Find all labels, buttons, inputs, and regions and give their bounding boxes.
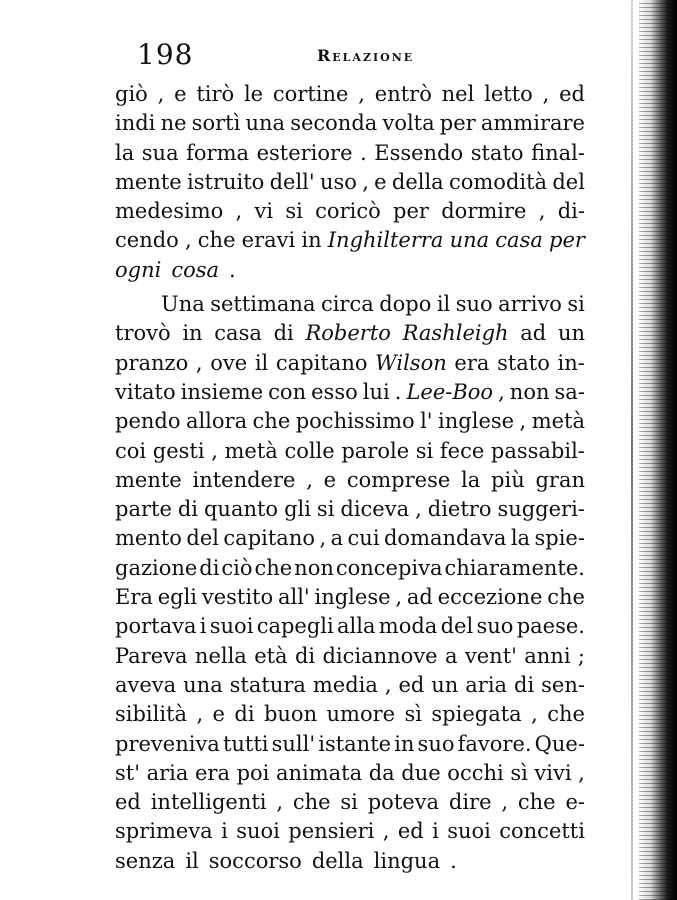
word: , [519,409,527,434]
word: sa- [554,379,585,404]
text-line [115,437,585,466]
word: coi [115,438,147,463]
word: ed [398,672,425,697]
word: senza [115,848,176,873]
word: , [157,82,165,106]
word: ne [160,111,187,136]
word: la [115,140,135,165]
word: stato [470,140,524,165]
word: giò [115,82,148,106]
word: Pareva [115,643,188,668]
page-header [137,38,592,72]
text-line [115,80,585,109]
word: di [177,497,199,522]
word: del [440,614,474,639]
word: esteriore [256,140,353,165]
word: e- [565,790,585,815]
word: , [362,169,369,194]
word: dell' [269,169,315,194]
word: a [444,643,458,668]
word: con [268,379,307,404]
word: medesimo [115,199,224,224]
word: vivi [534,760,572,785]
word: portava [115,614,197,639]
text-line [115,730,585,759]
word: si [415,438,434,463]
word: una [449,228,490,253]
text-line [115,407,585,436]
word: , [319,526,327,551]
word: di [273,321,294,346]
word: dormire [441,199,527,224]
word: spiegata [431,702,522,727]
word: che [254,555,293,580]
word: inglese [314,585,391,610]
word: diciannove [322,643,438,668]
text-line [115,700,585,729]
text-line [115,583,585,612]
word: vent' [464,643,517,668]
word: pranzo [115,350,189,375]
word: parte [115,497,172,522]
word: ed [397,819,424,844]
word: istante [318,731,392,756]
text-line [115,139,585,168]
word: per [393,199,429,224]
word: lingua [373,848,441,873]
word: alla [337,614,376,639]
word: occhi [447,760,504,785]
word: suggeri- [497,497,585,522]
word: aria [146,760,189,785]
word: che [252,409,291,434]
word: Rashleigh [402,321,509,346]
word: favore. [457,731,532,756]
word: ed [115,790,141,815]
word: si [285,199,303,224]
word: sen- [541,672,585,697]
word: dietro [427,497,492,522]
word: , [276,790,284,815]
word: all' [277,585,310,610]
word: ad [520,321,547,346]
text-line [115,378,585,407]
word: sibilità [115,702,188,727]
word: volta [382,111,435,136]
word: la [461,467,481,492]
word: casa [214,321,262,346]
word: capegli [256,614,334,639]
word: e [212,702,225,727]
word: animata [275,760,363,785]
word: mento [115,526,182,551]
word: sua [141,140,179,165]
word: nella [194,643,247,668]
word: in [394,731,415,756]
word: del [552,169,585,194]
word: cendo [115,228,179,253]
word: i [432,819,439,844]
word: spie- [534,526,585,551]
word: , [415,497,422,522]
text-line [115,524,585,553]
word: moda [378,614,438,639]
word: sull' [271,731,316,756]
word: , [578,760,585,785]
word: intendere [192,467,296,492]
text-line [115,256,585,285]
word: quanto [203,497,279,522]
word: egli [157,585,198,610]
word: gran [535,467,585,492]
word: più [491,467,525,492]
word: preveniva [115,731,220,756]
word: vestito [201,585,274,610]
word: suo [455,292,493,317]
word: un [431,672,459,697]
word: i [199,614,207,639]
word: suo [476,614,514,639]
word: di [234,702,255,727]
word: l' [420,409,433,434]
word: . [394,379,402,404]
word: mente [115,169,182,194]
word: , [501,790,509,815]
page-number: 198 [137,38,194,71]
word: cui [347,526,380,551]
word: passabil- [490,438,585,463]
word: metà [531,409,585,434]
paragraph [115,80,585,285]
word: gesti [152,438,205,463]
word: metà [224,438,278,463]
word: aria [465,672,508,697]
text-line [115,612,585,641]
word: gli [284,497,311,522]
word: per [439,111,476,136]
word: poteva [367,790,440,815]
text-line [115,759,585,788]
word: istruito [187,169,265,194]
text-line [115,495,585,524]
word: cortine [272,82,349,106]
running-head: Relazione [317,46,415,65]
word: dopo [379,292,432,317]
word: il [254,350,269,375]
word: capitano [223,526,315,551]
word: vitato [115,379,176,404]
word: chiaramente. [444,555,585,580]
word: da [368,760,395,785]
word: nel [441,82,475,106]
word: di [199,555,220,580]
word: diceva [340,497,410,522]
word: Inghilterra [327,228,444,253]
word: circa [320,292,374,317]
word: indi [115,111,156,136]
page-gutter-shadow [631,0,633,900]
word: poi [236,760,270,785]
word: allora [185,409,248,434]
word: di [514,672,535,697]
body-text [115,80,585,876]
word: , [531,702,538,727]
word: si [567,292,585,317]
word: domandava [383,526,507,551]
word: e [174,82,187,106]
word: statura [229,672,306,697]
word: sortì [191,111,241,136]
word: che [547,585,585,610]
word: ; [577,643,585,668]
word: intelligenti [150,790,267,815]
word: e [374,169,387,194]
word: capitano [275,350,368,375]
word: esso [311,379,358,404]
page-binding-edge [639,0,677,900]
word: vi [254,199,274,224]
word: forma [186,140,250,165]
word: sì [404,702,422,727]
word: , [384,672,392,697]
word: ciò [221,555,253,580]
word: , [395,585,403,610]
word: Essendo [374,140,464,165]
word: ogni [115,257,162,282]
word: , [184,228,192,253]
word: final- [531,140,585,165]
word: pendo [115,409,181,434]
word: a [330,526,344,551]
word: le [243,82,264,106]
word: paese. [516,614,585,639]
word: , [538,199,546,224]
word: che [292,790,331,815]
word: fece [439,438,485,463]
word: due [401,760,441,785]
text-line [115,197,585,226]
word: parole [341,438,410,463]
word: , [211,438,218,463]
word: . [229,257,236,282]
word: per [549,228,585,253]
word: ed [559,82,585,106]
word: Roberto [305,321,391,346]
text-line [115,168,585,197]
word: del [186,526,219,551]
word: che [547,702,585,727]
word: suoi [209,614,254,639]
word: una [183,672,223,697]
word: sì [510,760,528,785]
text-line [115,290,585,319]
word: insieme [180,379,264,404]
word: st' [115,760,140,785]
word: umore [326,702,396,727]
word: della [311,848,364,873]
text-line [115,319,585,348]
text-line [115,554,585,583]
word: inglese [438,409,515,434]
text-line [115,788,585,817]
word: eccezione [437,585,543,610]
word: tirò [196,82,235,106]
word: soccorso [208,848,302,873]
word: concetti [499,819,585,844]
word: Una [161,292,205,317]
word: era [194,760,230,785]
word: . [450,848,457,873]
word: Era [115,585,153,610]
word: suo [417,731,455,756]
word: ammirare [480,111,585,136]
word: in [301,228,322,253]
word: media [312,672,378,697]
word: , [306,467,313,492]
text-line [115,349,585,378]
word: che [197,228,236,253]
text-line [115,642,585,671]
text-line [115,226,585,255]
word: coricò [315,199,381,224]
word: . [360,140,367,165]
text-line [115,109,585,138]
word: seconda [290,111,378,136]
word: uso [319,169,357,194]
word: gazione [115,555,198,580]
word: suoi [236,819,280,844]
word: entrò [374,82,432,106]
word: la [510,526,531,551]
word: il [436,292,451,317]
word: sprimeva [115,819,213,844]
word: una [245,111,286,136]
word: età [254,643,288,668]
word: , [498,379,505,404]
word: , [196,702,204,727]
word: di [294,643,316,668]
word: suoi [447,819,491,844]
word: Lee-Boo [406,379,494,404]
word: Wilson [375,350,447,375]
word: , [195,350,203,375]
word: pensieri [288,819,375,844]
word: comodità [448,169,548,194]
paragraph [115,290,585,876]
word: letto [484,82,533,106]
word: si [316,497,335,522]
word: , [358,82,365,106]
word: , [235,199,243,224]
word: il [185,848,199,873]
word: eravi [241,228,296,253]
word: in- [557,350,585,375]
word: stato [497,350,550,375]
word: , [542,82,550,106]
word: in [182,321,203,346]
word: lui [362,379,390,404]
word: concepiva [335,555,443,580]
word: dire [448,790,492,815]
word: settimana [210,292,316,317]
text-line [115,847,585,876]
word: pochissimo [295,409,415,434]
word: ad [406,585,433,610]
word: anni [524,643,571,668]
word: ove [210,350,248,375]
text-line [115,466,585,495]
word: cosa [171,257,220,282]
word: della [391,169,444,194]
word: e [323,467,337,492]
word: un [557,321,585,346]
word: mente [115,467,182,492]
word: non [294,555,334,580]
word: comprese [346,467,451,492]
text-line [115,671,585,700]
word: Que- [534,731,585,756]
word: i [221,819,228,844]
word: aveva [115,672,177,697]
word: trovò [115,321,171,346]
word: colle [284,438,335,463]
word: di- [557,199,585,224]
word: tutti [222,731,269,756]
word: casa [495,228,543,253]
word: che [517,790,556,815]
word: era [454,350,490,375]
word: arrivo [498,292,562,317]
word: , [382,819,390,844]
word: buon [263,702,318,727]
word: non [509,379,550,404]
text-line [115,817,585,846]
word: si [340,790,358,815]
